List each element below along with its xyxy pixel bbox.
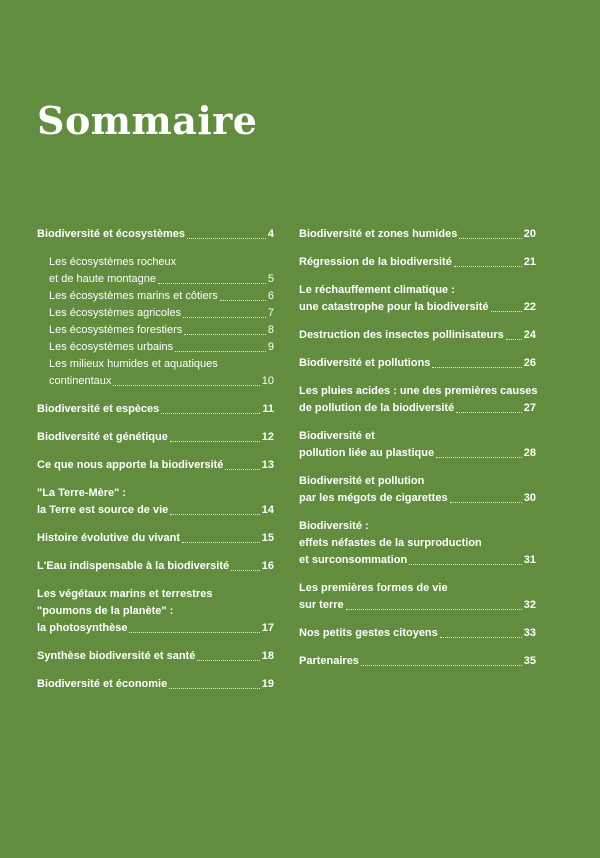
toc-entry-label: la Terre est source de vie (37, 504, 169, 516)
toc-entry-label: Ce que nous apporte la biodiversité (37, 459, 224, 471)
toc-entry[interactable] (299, 226, 536, 243)
toc-entry-label: continentaux (49, 375, 112, 387)
toc-page-number: 11 (262, 403, 274, 415)
toc-entry-label: Les écosystèmes forestiers (49, 324, 183, 336)
toc-entry-label: par les mégots de cigarettes (299, 492, 448, 504)
toc-entry[interactable] (299, 653, 536, 670)
toc-entry[interactable] (37, 558, 274, 575)
toc-entry-label: Les premières formes de vie (299, 582, 448, 594)
toc-entry-label: Les écosystèmes urbains (49, 341, 174, 353)
toc-entry[interactable] (37, 226, 274, 243)
toc-page-number: 12 (261, 431, 274, 443)
toc-dot-leader (175, 351, 266, 352)
toc-dot-leader (225, 469, 259, 470)
toc-dot-leader (231, 570, 260, 571)
toc-dot-leader (506, 339, 522, 340)
toc-dot-leader (440, 637, 522, 638)
toc-entry-label: une catastrophe pour la biodiversité (299, 301, 489, 313)
toc-page-number: 8 (267, 324, 274, 336)
toc-entry[interactable] (37, 429, 274, 446)
toc-page-number: 24 (523, 329, 536, 341)
toc-dot-leader (182, 542, 260, 543)
toc-entry-label: Biodiversité et économie (37, 678, 168, 690)
toc-page-number: 5 (267, 273, 274, 285)
toc-entry-label: Biodiversité et (299, 430, 375, 442)
toc-entry-label: Synthèse biodiversité et santé (37, 650, 196, 662)
toc-dot-leader (158, 283, 266, 284)
toc-entry[interactable] (299, 473, 536, 507)
toc-dot-leader (459, 238, 521, 239)
toc-entry[interactable] (37, 648, 274, 665)
toc-entry[interactable] (37, 356, 274, 390)
toc-dot-leader (184, 334, 266, 335)
toc-page-number: 30 (523, 492, 536, 504)
toc-entry-label: la photosynthèse (37, 622, 128, 634)
toc-page-number: 15 (261, 532, 274, 544)
toc-page-number: 27 (523, 402, 536, 414)
toc-entry[interactable] (37, 457, 274, 474)
toc-entry-label: "poumons de la planète" : (37, 605, 174, 617)
toc-entry-label: Biodiversité et pollutions (299, 357, 431, 369)
toc-entry-label: "La Terre-Mère" : (37, 487, 127, 499)
toc-entry-label: Biodiversité et espèces (37, 403, 160, 415)
toc-entry-label: Partenaires (299, 655, 359, 667)
toc-entry-label: Régression de la biodiversité (299, 256, 452, 268)
toc-page-number: 19 (261, 678, 274, 690)
toc-page-number: 6 (267, 290, 274, 302)
toc-entry[interactable] (299, 327, 536, 344)
toc-entry-label: L'Eau indispensable à la biodiversité (37, 560, 230, 572)
toc-entry-label: Histoire évolutive du vivant (37, 532, 181, 544)
toc-entry[interactable] (299, 282, 536, 316)
toc-entry[interactable] (299, 428, 536, 462)
toc-entry-label: Biodiversité et pollution (299, 475, 425, 487)
toc-entry[interactable] (299, 383, 536, 417)
toc-page-number: 16 (261, 560, 274, 572)
toc-page-number: 14 (261, 504, 274, 516)
toc-entry[interactable] (37, 530, 274, 547)
toc-page-number: 21 (523, 256, 536, 268)
toc-entry-label: et de haute montagne (49, 273, 157, 285)
toc-dot-leader (113, 385, 259, 386)
toc-page-number: 4 (267, 228, 274, 240)
toc-entry[interactable] (37, 676, 274, 693)
toc-entry-label: Les milieux humides et aquatiques (49, 358, 218, 370)
toc-entry-label: Biodiversité et zones humides (299, 228, 458, 240)
toc-page-number: 17 (261, 622, 274, 634)
toc-dot-leader (361, 665, 522, 666)
toc-entry-label: Biodiversité et écosystèmes (37, 228, 185, 240)
toc-entry-label: sur terre (299, 599, 344, 611)
toc-page-number: 10 (261, 375, 274, 387)
toc-entry[interactable] (37, 401, 274, 418)
toc-dot-leader (183, 317, 266, 318)
toc-dot-leader (409, 564, 522, 565)
toc-entry-label: Les végétaux marins et terrestres (37, 588, 213, 600)
toc-dot-leader (436, 457, 522, 458)
toc-entry[interactable] (299, 254, 536, 271)
toc-entry-label: Biodiversité : (299, 520, 369, 532)
toc-entry-label: Les écosystèmes marins et côtiers (49, 290, 218, 302)
toc-page-number: 31 (523, 554, 536, 566)
toc-entry-label: effets néfastes de la surproduction (299, 537, 482, 549)
toc-page-number: 26 (523, 357, 536, 369)
toc-dot-leader (220, 300, 266, 301)
toc-left-column (37, 226, 274, 704)
toc-entry[interactable] (37, 322, 274, 339)
toc-page-number: 18 (261, 650, 274, 662)
toc-dot-leader (197, 660, 259, 661)
toc-entry[interactable] (37, 339, 274, 356)
toc-page-number: 7 (267, 307, 274, 319)
toc-entry-label: de pollution de la biodiversité (299, 402, 455, 414)
toc-entry-label: Biodiversité et génétique (37, 431, 168, 443)
toc-dot-leader (129, 632, 259, 633)
toc-right-column (299, 226, 536, 681)
toc-entry-label: Les pluies acides : une des premières causes (299, 385, 538, 397)
toc-entry-label: Les écosystèmes rocheux (49, 256, 177, 268)
toc-entry[interactable] (37, 485, 274, 519)
toc-entry-label: Destruction des insectes pollinisateurs (299, 329, 504, 341)
toc-entry-label: et surconsommation (299, 554, 408, 566)
toc-dot-leader (169, 688, 260, 689)
toc-entry-label: Les écosystèmes agricoles (49, 307, 182, 319)
toc-page-number: 32 (523, 599, 536, 611)
toc-entry[interactable] (299, 625, 536, 642)
toc-dot-leader (170, 441, 260, 442)
toc-page-number: 35 (523, 655, 536, 667)
toc-entry[interactable] (37, 288, 274, 305)
toc-entry-label: pollution liée au plastique (299, 447, 435, 459)
toc-entry-label: Nos petits gestes citoyens (299, 627, 438, 639)
toc-dot-leader (346, 609, 522, 610)
toc-dot-leader (161, 413, 260, 414)
toc-page-number: 20 (523, 228, 536, 240)
toc-dot-leader (450, 502, 522, 503)
toc-dot-leader (454, 266, 522, 267)
toc-entry[interactable] (299, 355, 536, 372)
toc-entry[interactable] (299, 518, 536, 569)
toc-dot-leader (187, 238, 266, 239)
toc-page-number: 33 (523, 627, 536, 639)
toc-dot-leader (170, 514, 259, 515)
toc-page-number: 9 (267, 341, 274, 353)
toc-page-number: 28 (523, 447, 536, 459)
toc-entry-label: Le réchauffement climatique : (299, 284, 455, 296)
toc-entry[interactable] (37, 586, 274, 637)
toc-entry[interactable] (299, 580, 536, 614)
toc-page-number: 13 (261, 459, 274, 471)
toc-entry[interactable] (37, 305, 274, 322)
toc-dot-leader (456, 412, 522, 413)
toc-page-number: 22 (523, 301, 536, 313)
toc-entry[interactable] (37, 254, 274, 288)
page-title: Sommaire (37, 98, 258, 143)
toc-dot-leader (432, 367, 521, 368)
toc-dot-leader (491, 311, 522, 312)
